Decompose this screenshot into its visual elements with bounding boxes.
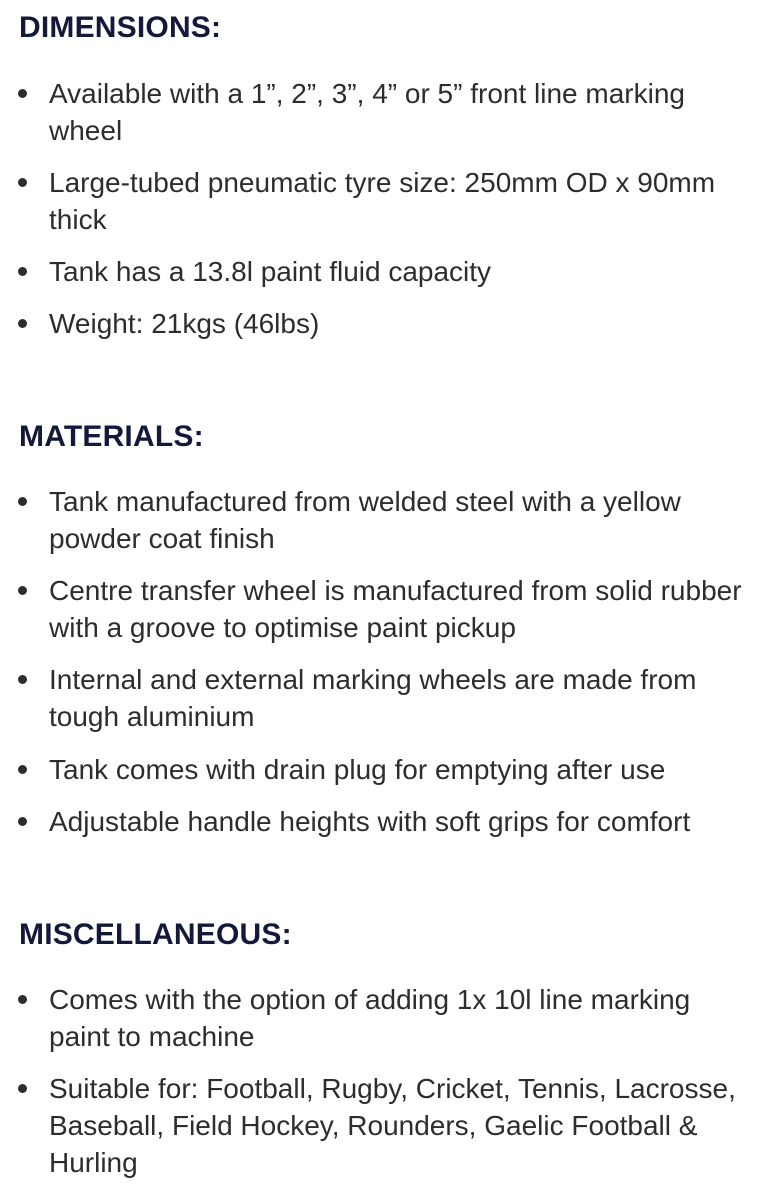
list-item <box>49 164 749 238</box>
bullet-icon <box>18 178 27 187</box>
bullet-icon <box>18 817 27 826</box>
list-item-text: Available with a 1”, 2”, 3”, 4” or 5” front line marking wheel <box>49 78 685 146</box>
list-item <box>49 253 749 290</box>
bullet-icon <box>18 319 27 328</box>
list-item <box>49 572 749 646</box>
list-item-text: Comes with the option of adding 1x 10l line marking paint to machine <box>49 984 691 1052</box>
list-item <box>49 751 749 788</box>
list-item-text: Tank comes with drain plug for emptying after use <box>49 754 666 785</box>
list-item-text: Large-tubed pneumatic tyre size: 250mm OD x 90mm thick <box>49 167 716 235</box>
bullet-icon <box>18 497 27 506</box>
list-item <box>49 75 749 149</box>
list-item-text: Tank manufactured from welded steel with a yellow powder coat finish <box>49 486 681 554</box>
list-item <box>49 981 749 1055</box>
bullet-icon <box>18 1084 27 1093</box>
bullet-icon <box>18 765 27 774</box>
list-item-text: Internal and external marking wheels are made from tough aluminium <box>49 664 697 732</box>
list-item-text: Weight: 21kgs (46lbs) <box>49 308 320 339</box>
list-item <box>49 1070 749 1181</box>
list-item-text: Adjustable handle heights with soft grips for comfort <box>49 806 691 837</box>
section-heading-materials: MATERIALS: <box>19 420 204 453</box>
bullet-icon <box>18 995 27 1004</box>
list-item-text: Tank has a 13.8l paint fluid capacity <box>49 256 492 287</box>
bullet-icon <box>18 586 27 595</box>
bullet-icon <box>18 675 27 684</box>
list-item-text: Suitable for: Football, Rugby, Cricket, Tennis, Lacrosse, Baseball, Field Hockey, Rounders, Gaelic Football & Hurling <box>49 1073 736 1178</box>
list-item <box>49 483 749 557</box>
bullet-icon <box>18 267 27 276</box>
list-item <box>49 305 749 342</box>
section-heading-dimensions: DIMENSIONS: <box>19 11 222 44</box>
list-item-text: Centre transfer wheel is manufactured from solid rubber with a groove to optimise paint pickup <box>49 575 742 643</box>
section-heading-miscellaneous: MISCELLANEOUS: <box>19 918 292 951</box>
list-item <box>49 661 749 735</box>
list-item <box>49 803 749 840</box>
bullet-icon <box>18 89 27 98</box>
